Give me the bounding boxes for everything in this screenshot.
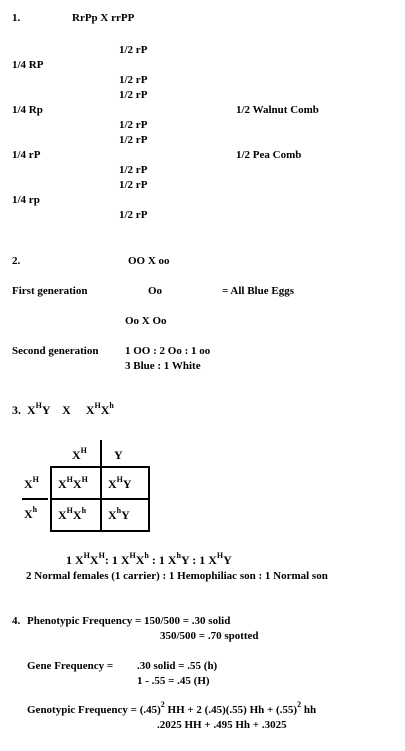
phenotypic-frequency: Phenotypic Frequency = 150/500 = .30 solid [27, 615, 231, 627]
problem-2-cross: OO X oo [128, 255, 170, 267]
punnett-side-xh: $X^H$ [24, 475, 39, 491]
problem-1-number: 1. [12, 12, 21, 24]
gamete-mid-text: 1/2 rP [119, 74, 148, 86]
gamete-mid-text: 1/2 rP [119, 164, 148, 176]
punnett-top-xh: $X^H$ [72, 446, 87, 462]
gene-frequency-line1: .30 solid = .55 (h) [137, 660, 218, 672]
first-generation-genotype: Oo [148, 285, 163, 297]
punnett-divider-top [100, 440, 102, 466]
punnett-divider-left [22, 498, 48, 500]
gamete-mid-text: 1/2 rP [119, 44, 148, 56]
gamete-right-text: 1/2 Walnut Comb [236, 104, 319, 116]
problem-1-cross: RrPp X rrPP [72, 12, 135, 24]
gamete-right-text: 1/2 Pea Comb [236, 149, 302, 161]
gamete-mid-text: 1/2 rP [119, 134, 148, 146]
second-cross: Oo X Oo [125, 315, 167, 327]
gamete-left-text: 1/4 rp [12, 194, 40, 206]
problem-2-number: 2. [12, 255, 21, 267]
genotype-ratio: 1 $X^HX^H$: 1 $X^HX^h$ : 1 $X^hY$ : 1 $X^HY$ [66, 551, 232, 567]
punnett-top-y: Y [114, 448, 123, 462]
cell-xh-y: $X^HY$ [108, 475, 132, 491]
gamete-mid-text: 1/2 rP [119, 179, 148, 191]
genotypic-frequency-line2: .2025 HH + .495 Hh + .3025 [157, 719, 287, 731]
gamete-left-text: 1/4 Rp [12, 104, 43, 116]
second-generation-label: Second generation [12, 345, 99, 357]
gene-frequency-line2: 1 - .55 = .45 (H) [137, 675, 210, 687]
gamete-mid-text: 1/2 rP [119, 209, 148, 221]
gamete-mid-text: 1/2 rP [119, 89, 148, 101]
gamete-left-text: 1/4 rP [12, 149, 41, 161]
cell-xh-xlower: $X^HX^h$ [58, 506, 87, 522]
first-generation-label: First generation [12, 285, 88, 297]
punnett-side-xlower: $X^h$ [24, 505, 38, 521]
problem-3-cross: 3. $X^HY$ X $X^HX^h$ [12, 401, 114, 417]
gamete-mid-text: 1/2 rP [119, 119, 148, 131]
genotypic-frequency: Genotypic Frequency = $(.45)^2$ HH + 2 (.45)(.55) $Hh + (.55)^2$ hh [27, 700, 317, 716]
second-generation-ratio: 1 OO : 2 Oo : 1 oo [125, 345, 211, 357]
gamete-left-text: 1/4 RP [12, 59, 44, 71]
phenotypic-frequency-line2: 350/500 = .70 spotted [160, 630, 259, 642]
gene-frequency-label: Gene Frequency = [27, 660, 114, 672]
problem-4-number: 4. [12, 615, 21, 627]
first-generation-result: = All Blue Eggs [222, 285, 294, 297]
cell-xlower-y: $X^hY$ [108, 506, 130, 522]
second-generation-phenotype: 3 Blue : 1 White [125, 360, 201, 372]
phenotype-summary: 2 Normal females (1 carrier) : 1 Hemophiliac son : 1 Normal son [26, 570, 328, 582]
cell-xh-xh: $X^HX^H$ [58, 475, 88, 491]
